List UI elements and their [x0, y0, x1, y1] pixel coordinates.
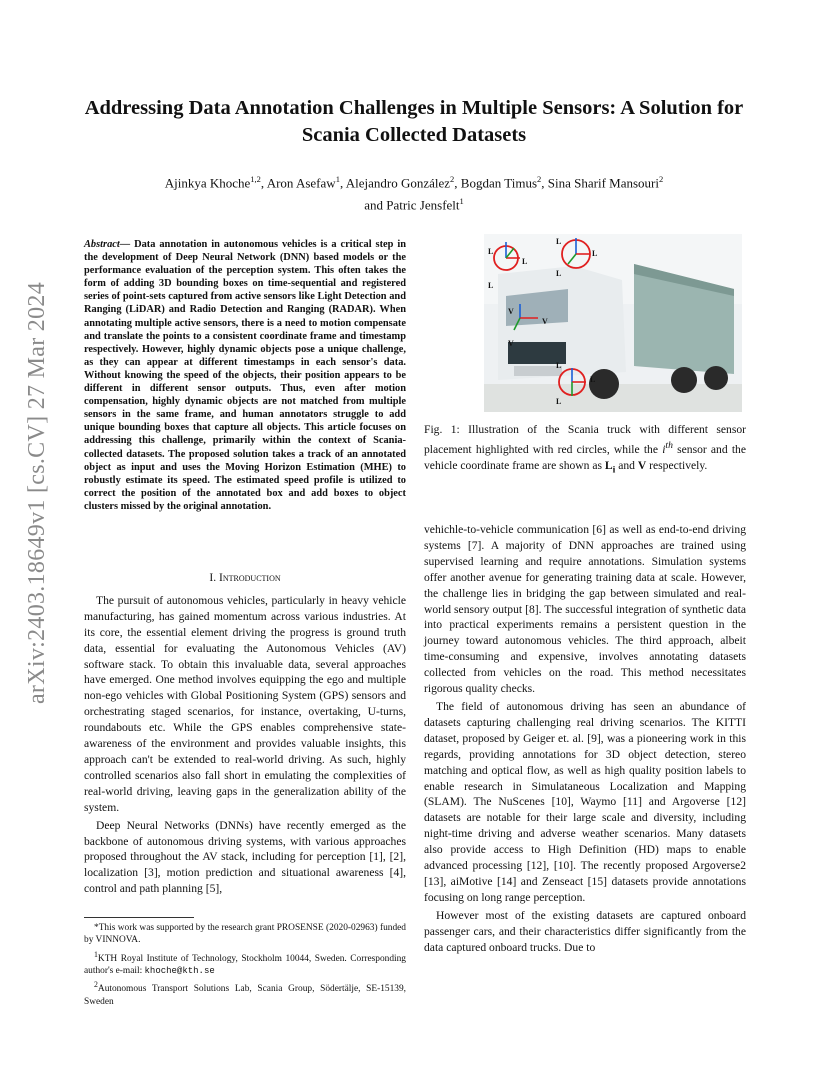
- intro-paragraph-5: However most of the existing datasets are captured onboard passenger cars, and their characteristics differ significantly from the data captured onboard trucks. Due to: [424, 908, 746, 954]
- footnotes: [84, 917, 406, 1010]
- footnote-scania-text: Autonomous Transport Solutions Lab, Scania Group, Södertälje, SE-15139, Sweden: [84, 984, 406, 1007]
- author-affiliation: 1: [335, 174, 340, 184]
- caption-i: i: [662, 442, 666, 456]
- author-conjunction: and: [364, 197, 387, 213]
- footnote-marker: 2: [94, 980, 98, 990]
- section-heading: I. Introduction: [209, 571, 281, 584]
- abstract-label: Abstract—: [84, 239, 131, 250]
- abstract: [84, 238, 406, 513]
- arxiv-stamp: arXiv:2403.18649v1 [cs.CV] 27 Mar 2024: [24, 282, 50, 705]
- bumper: [514, 366, 562, 376]
- abstract-text: Data annotation in autonomous vehicles is a critical step in the development of Deep Neural Network (DNN) based models or the performance evaluation of the perception system. This often takes the form of adding 3D bounding boxes on time-sequential and registered series of point-sets captured from active sensors like Light Detection and Ranging (LiDAR) and Radio Detection and Ranging (RADAR). When annotating multiple active sensors, there is a need to motion compensate and translate the points to a consistent coordinate frame and timestamp respectively. However, highly dynamic objects pose a unique challenge, as they can appear at different timestamps in each sensor's data. Without knowing the speed of the objects, their position appears to be different in different sensor outputs. Thus, even after motion compensation, highly dynamic objects are not matched from multiple sensors in the same frame, and human annotators struggle to add unique bounding boxes that capture all objects. This article focuses on addressing this challenge, primarily within the context of Scania-collected datasets. The proposed solution takes a track of an annotated object as input and uses the Moving Horizon Estimation (MHE) to robustly estimate its speed. The estimated speed profile is utilized to correct the position of the annotated box and add boxes to object clusters missed by the original annotation.: [84, 239, 406, 512]
- footnote-funding: *This work was supported by the research grant PROSENSE (2020-02963) funded by VINNOVA.: [84, 923, 406, 946]
- sensor-label: L: [522, 257, 528, 266]
- author-affiliation: 1,2: [250, 174, 261, 184]
- author: Patric Jensfelt: [386, 197, 460, 213]
- author-affiliation: 1: [459, 196, 464, 207]
- author-line-2: [60, 192, 768, 214]
- sensor-label: L: [590, 375, 596, 384]
- wheel: [589, 369, 619, 399]
- sensor-label: L: [556, 361, 562, 370]
- figure-caption: [424, 422, 746, 478]
- wheel: [704, 366, 728, 390]
- introduction-left: [84, 556, 406, 899]
- footnote-rule: [84, 917, 194, 918]
- footnote-kth: [84, 949, 406, 978]
- sensor-label: L: [488, 281, 494, 290]
- wheel: [671, 367, 697, 393]
- caption-text: Fig. 1: Illustration of the Scania truck with different sensor placement highlighted with red circles, while the: [424, 423, 746, 456]
- author: Sina Sharif Mansouri: [547, 175, 659, 191]
- author-affiliation: 2: [537, 174, 542, 184]
- author-affiliation: 2: [659, 174, 664, 184]
- email-link[interactable]: khoche@kth.se: [144, 966, 215, 977]
- footnote-scania: [84, 979, 406, 1008]
- caption-text: respectively.: [646, 458, 708, 472]
- vehicle-frame-label: V: [508, 339, 514, 348]
- sensor-label: L: [556, 269, 562, 278]
- caption-Li: L: [604, 458, 613, 472]
- sensor-label: L: [556, 397, 562, 406]
- caption-text: and: [615, 458, 638, 472]
- footnote-kth-text: KTH Royal Institute of Technology, Stockholm 10044, Sweden. Corresponding author's e-mail:: [84, 953, 406, 977]
- vehicle-frame-label: V: [542, 317, 548, 326]
- author-list: [60, 170, 768, 215]
- caption-V: V: [637, 458, 647, 472]
- author: Aron Asefaw: [266, 175, 336, 191]
- author-line-1: Ajinkya Khoche$^{1,2}$, Aron Asefaw$^1$, Alejandro González$^2$, Bogdan Timus$^2$, Sina Sharif Mansouri$^2$: [164, 174, 664, 191]
- intro-paragraph-3: vehichle-to-vehicle communication [6] as well as end-to-end driving systems [7]. A majority of DNN approaches are trained using supervised learning and require annotations. Simulation systems offer another avenue for generating training data at scale. However, the challenge lies in bridging the gap between simulated and real-world sensory output [8]. The successful integration of synthetic data into practical experiments remains a persistent question in the journey toward autonomous vehicles. The third approach, albeit time-consuming and expensive, involves annotating datasets collected from vehicles on the road. This method necessitates rigorous quality checks.: [424, 523, 746, 696]
- truck-figure: [484, 234, 742, 412]
- author-affiliation: 2: [450, 174, 455, 184]
- intro-paragraph-1: The pursuit of autonomous vehicles, particularly in heavy vehicle manufacturing, has gained momentum across various industries. At its core, the essential element driving the progress is ground truth data, essential for evaluating the Autonomous Vehicles (AV) software stack. To obtain this invaluable data, several approaches have emerged. One method involves equipping the ego and multiple non-ego vehicles with Global Positioning System (GPS) sensors and orchestrating staged scenarios, for instance, overtaking, U-turns, roundabouts etc. While the GPS enables comprehensive state-awareness of the environment and provides valuable insights, this approach can't be extended to real-world driving. As such, highly controlled scenarios also fall short in emulating the complexities of real-world driving, leaving gaps in the generalization ability of the system.: [84, 593, 406, 814]
- author: Alejandro González: [345, 175, 451, 191]
- sensor-label: L: [592, 249, 598, 258]
- sensor-label: L: [488, 247, 494, 256]
- introduction-right: [424, 522, 746, 957]
- caption-text: sensor and the vehicle coordinate frame are shown as: [424, 442, 746, 472]
- footnote-marker: 1: [94, 949, 98, 959]
- caption-th: th: [665, 439, 673, 451]
- vehicle-frame-label: V: [508, 307, 514, 316]
- author: Ajinkya Khoche: [164, 175, 251, 191]
- author: Bogdan Timus: [460, 175, 538, 191]
- intro-paragraph-2: Deep Neural Networks (DNNs) have recently emerged as the backbone of autonomous driving systems, with various approaches proposed throughout the AV stack, including for perception [1], [2], localization [3], motion prediction and situational awareness [4], control and path planning [5],: [84, 818, 406, 896]
- intro-paragraph-4: The field of autonomous driving has seen an abundance of datasets capturing challenging real driving scenarios. The KITTI dataset, proposed by Geiger et. al. [9], was a pioneering work in this regards, providing annotations for 3D object detection, stereo matching and optical flow, as well as high quality position labels to enable research in Simulataneous Localization and Mapping (SLAM). The NuScenes [10], Waymo [11] and Argoverse [12] datasets are notable for their large scale and diversity, including night-time driving and adverse weather scenarios. Many datasets also provide access to High Definition (HD) maps to enable advanced processing [12], [10]. The recently proposed Argoverse2 [13], aiMotive [14] and Zenseact [15] datasets provide annotations focusing on long range perception.: [424, 699, 746, 904]
- paper-title: Addressing Data Annotation Challenges in Multiple Sensors: A Solution for Scania Collected Datasets: [84, 97, 744, 146]
- sensor-label: L: [556, 237, 562, 246]
- caption-Li-sub: i: [612, 463, 616, 475]
